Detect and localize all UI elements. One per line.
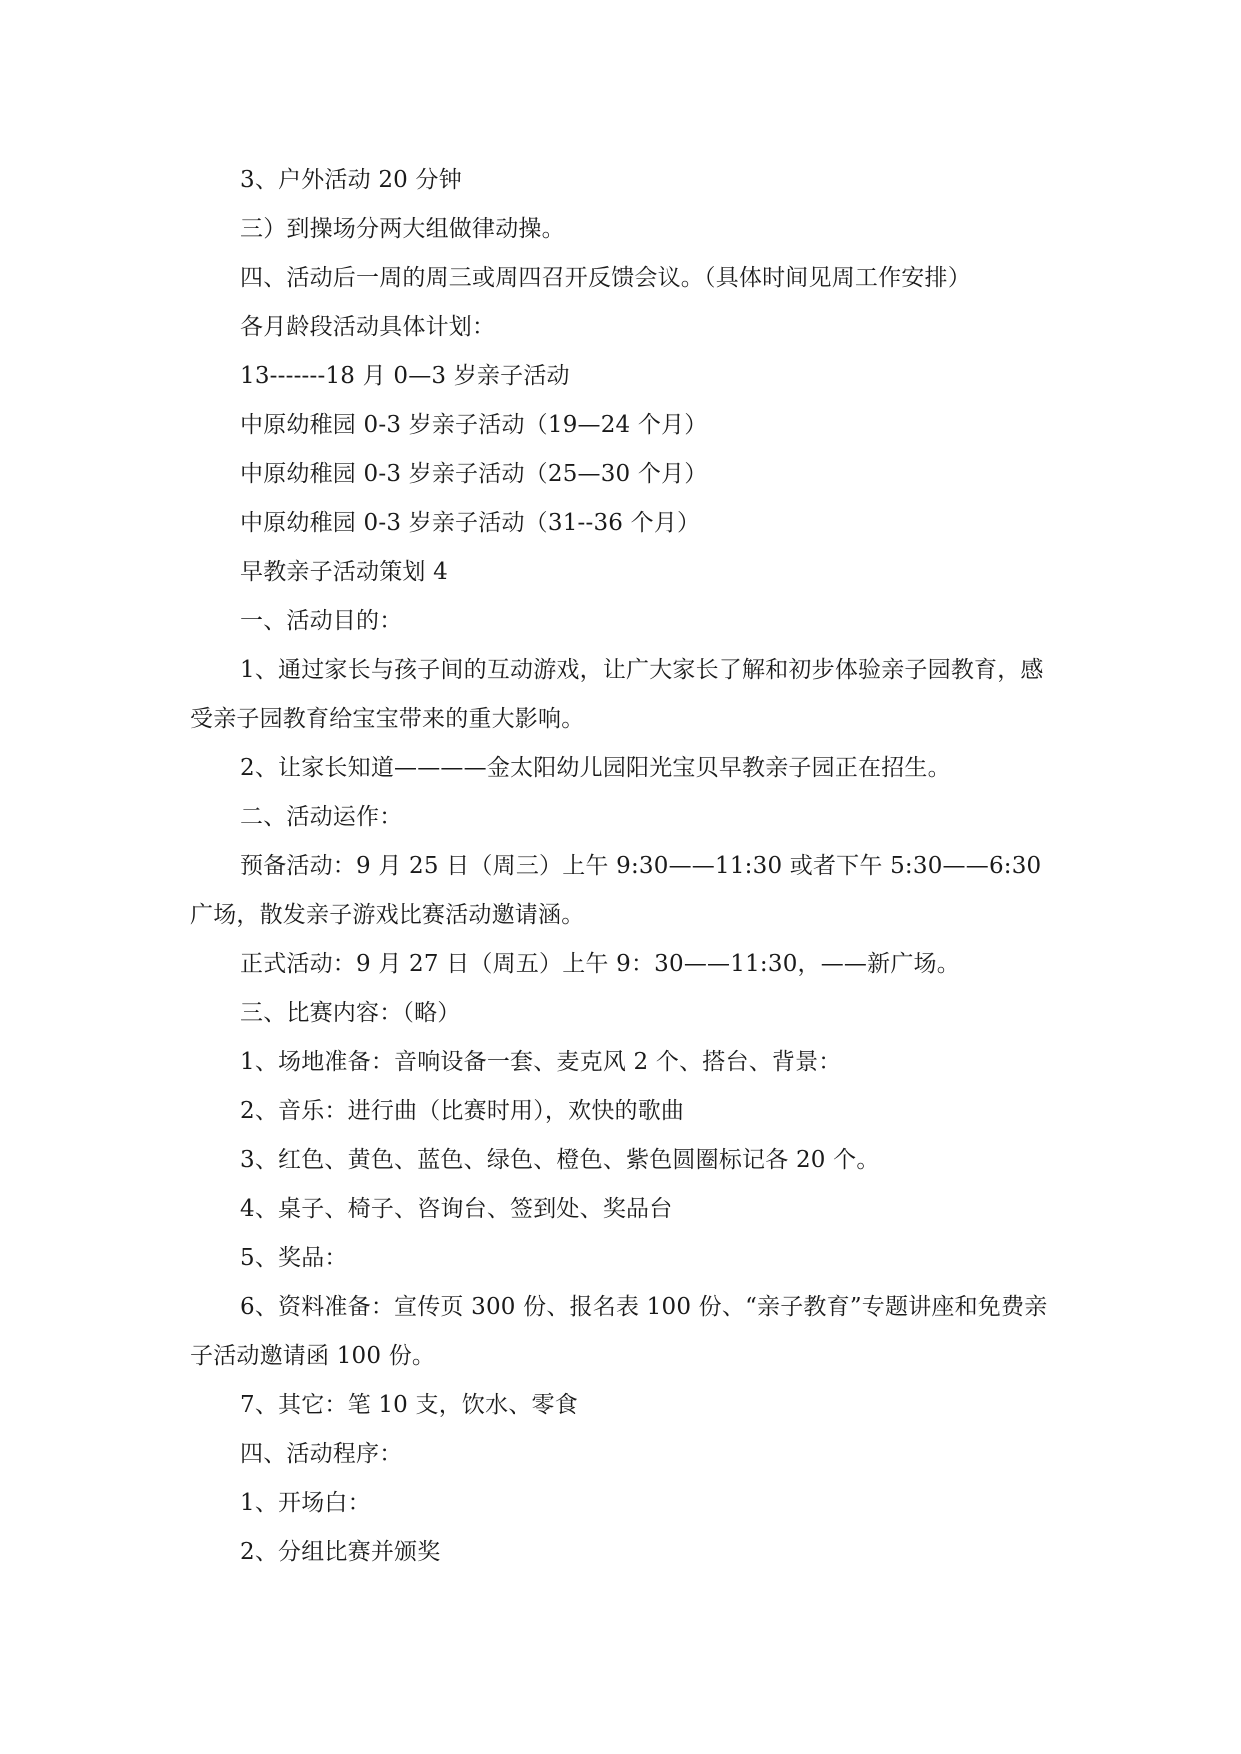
paragraph: 各月龄段活动具体计划： — [240, 314, 496, 340]
paragraph: 2、音乐：进行曲（比赛时用），欢快的歌曲 — [240, 1098, 685, 1124]
document-body — [190, 156, 1050, 1577]
paragraph: 三、比赛内容：（略） — [240, 1000, 461, 1026]
paragraph: 2、分组比赛并颁奖 — [240, 1539, 441, 1565]
paragraph: 一、活动目的： — [240, 608, 403, 634]
paragraph: 1、开场白： — [240, 1490, 371, 1516]
paragraph: 三）到操场分两大组做律动操。 — [240, 216, 565, 242]
paragraph: 预备活动：9 月 25 日（周三）上午 9:30——11:30 或者下午 5:30——6:30 广场，散发亲子游戏比赛活动邀请涵。 — [190, 853, 1042, 928]
paragraph: 3、户外活动 20 分钟 — [240, 167, 462, 193]
paragraph: 1、场地准备：音响设备一套、麦克风 2 个、搭台、背景： — [240, 1049, 842, 1075]
paragraph: 7、其它：笔 10 支，饮水、零食 — [240, 1392, 578, 1418]
section-heading: 早教亲子活动策划 4 — [240, 559, 448, 585]
paragraph: 正式活动：9 月 27 日（周五）上午 9：30——11:30，——新广场。 — [240, 951, 960, 977]
paragraph: 4、桌子、椅子、咨询台、签到处、奖品台 — [240, 1196, 673, 1222]
paragraph: 中原幼稚园 0-3 岁亲子活动（25—30 个月） — [240, 461, 708, 487]
paragraph: 四、活动后一周的周三或周四召开反馈会议。（具体时间见周工作安排） — [240, 265, 971, 291]
paragraph: 13-------18 月 0—3 岁亲子活动 — [240, 363, 570, 389]
paragraph: 1、通过家长与孩子间的互动游戏，让广大家长了解和初步体验亲子园教育，感受亲子园教育给宝宝带来的重大影响。 — [190, 657, 1044, 732]
paragraph: 5、奖品： — [240, 1245, 348, 1271]
paragraph: 2、让家长知道————金太阳幼儿园阳光宝贝早教亲子园正在招生。 — [240, 755, 951, 781]
paragraph: 6、资料准备：宣传页 300 份、报名表 100 份、“亲子教育”专题讲座和免费亲子活动邀请函 100 份。 — [190, 1294, 1048, 1369]
paragraph: 中原幼稚园 0-3 岁亲子活动（31--36 个月） — [240, 510, 701, 536]
paragraph: 二、活动运作： — [240, 804, 403, 830]
paragraph: 3、红色、黄色、蓝色、绿色、橙色、紫色圆圈标记各 20 个。 — [240, 1147, 880, 1173]
paragraph: 四、活动程序： — [240, 1441, 403, 1467]
paragraph: 中原幼稚园 0-3 岁亲子活动（19—24 个月） — [240, 412, 708, 438]
